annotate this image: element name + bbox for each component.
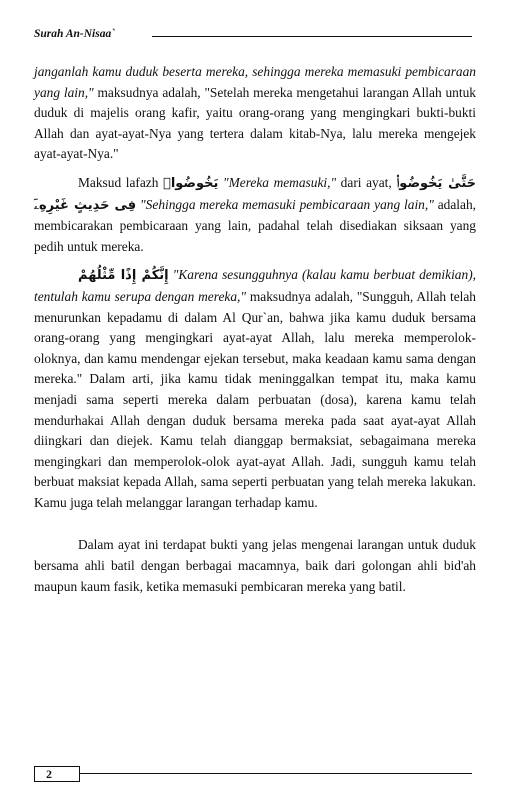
page-footer xyxy=(34,766,472,784)
body-text: maksudnya adalah, "Sungguh, Allah telah menurunkan kepadamu di dalam Al Qur`an, bahwa jika kamu duduk bersama orang-orang yang mengingkari ayat-ayat Allah, lalu mereka memperolok-oloknya, dan kamu mendengar ejekan tersebut, maka keadaan kamu sama dengan mereka." Dalam arti, jika kamu tidak meninggalkan tempat itu, maka kamu menjadi sama seperti mereka dalam perbuatan (dosa), karena kamu telah mendurhakai Allah dengan duduk bersama mereka pada saat ayat-ayat Allah diingkari dan diejek. Kamu telah dianggap bermaksiat, sebagaimana mereka mengingkari dan memperolok-olok ayat-ayat Allah. Jadi, sungguh kamu telah berbuat maksiat kepada Allah, sama seperti perbuatan yang telah mereka lakukan. Kamu juga telah melanggar larangan terhadap kamu. xyxy=(34,288,476,510)
header-rule xyxy=(152,36,472,37)
quote-text: "Karena sesungguhnya (kalau kamu berbuat demikian), tentulah kamu serupa dengan mereka," xyxy=(34,267,476,304)
paragraph-1 xyxy=(34,62,476,165)
quote-text: "Mereka memasuki," xyxy=(218,174,337,190)
paragraph-4 xyxy=(34,535,476,597)
running-header xyxy=(34,28,472,44)
body-text: Dalam ayat ini terdapat bukti yang jelas mengenai larangan untuk duduk bersama ahli batil dengan berbagai macamnya, baik dari golongan ahli bid'ah maupun kaum fasik, ketika memasuki pembicaran mereka yang batil. xyxy=(34,537,476,594)
header-title: Surah An-Nisaa` xyxy=(34,28,116,40)
arabic-text: إِنَّكُمْ إِذًا مِّثْلُهُمْ xyxy=(78,268,169,284)
arabic-text: يَخُوضُوا۟ xyxy=(163,175,219,191)
quote-text: janganlah kamu duduk beserta mereka, sehingga mereka memasuki pembicaraan yang lain," xyxy=(34,64,476,100)
page-number-box xyxy=(34,766,80,782)
body-text: maksudnya adalah, "Setelah mereka mengetahui larangan Allah untuk duduk di majelis orang kafir, yaitu orang-orang yang mengingkari bukti-bukti Allah dan ayat-ayat-Nya yang tertera dalam kitab-Nya, lalu mereka mengejek ayat-ayat-Nya." xyxy=(34,84,476,162)
paragraph-3 xyxy=(34,265,476,513)
body-text: adalah, membicarakan pembicaraan yang lain, padahal telah disediakan siksaan yang pedih untuk mereka. xyxy=(34,196,477,254)
body-text: Maksud lafazh xyxy=(78,174,164,190)
paragraph-2 xyxy=(34,173,476,257)
footer-rule xyxy=(80,773,472,774)
arabic-text: حَتَّىٰ يَخُوضُوا۟ فِى حَدِيثٍ غَيْرِهِۦٓ xyxy=(34,175,476,213)
quote-text: "Sehingga mereka memasuki pembicaraan yang lain," xyxy=(136,196,434,212)
body-text: dari ayat, xyxy=(336,174,397,190)
page-body xyxy=(34,62,476,597)
page-number: 2 xyxy=(46,767,52,781)
